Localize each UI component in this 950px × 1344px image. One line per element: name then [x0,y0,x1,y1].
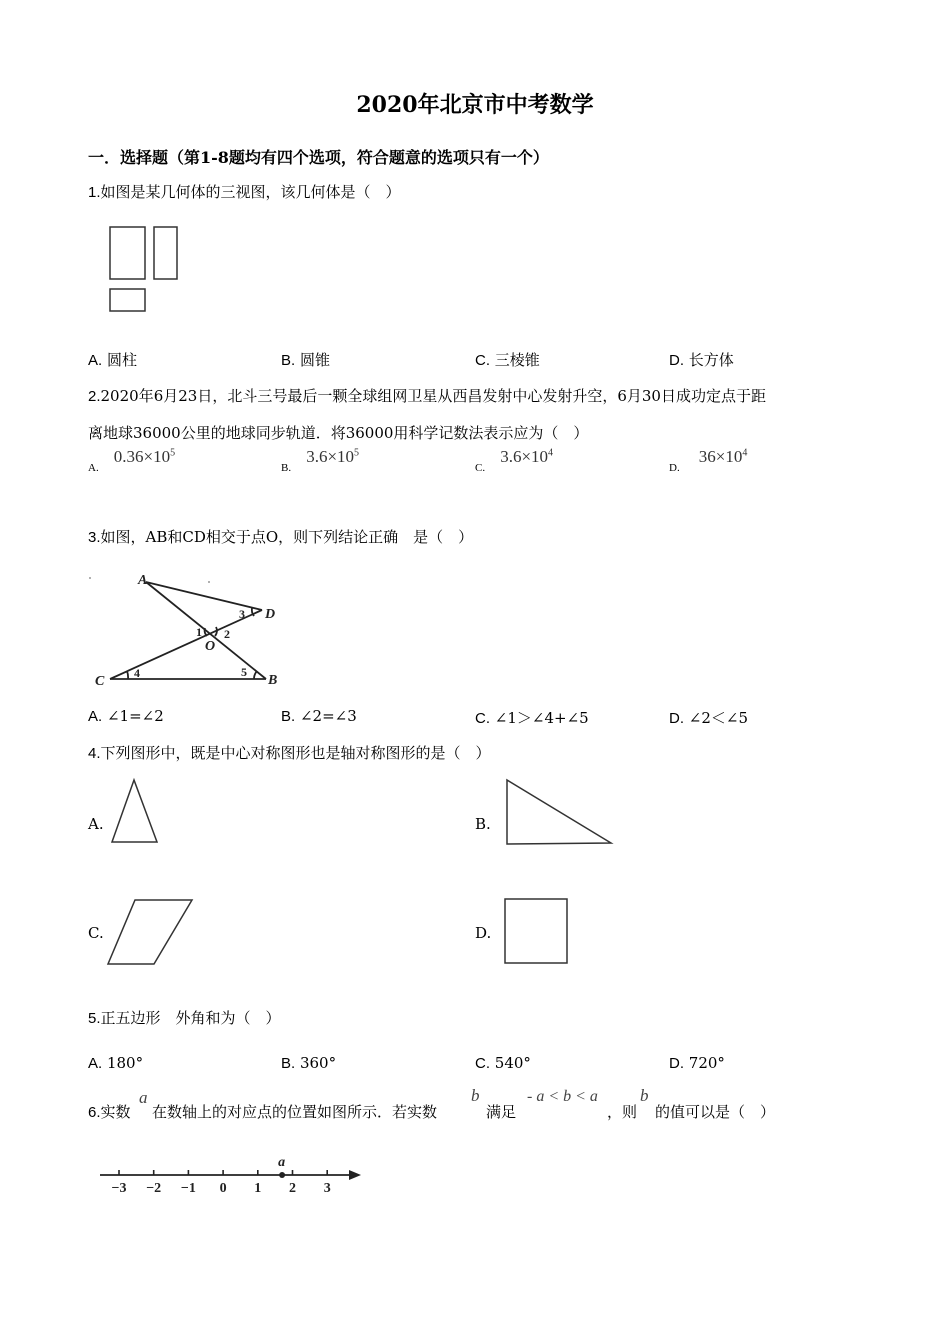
q1-option-c[interactable]: C. 三棱锥 [475,351,540,369]
label-b: B [268,673,278,688]
arc-3 [252,608,254,616]
question-5: 5.正五边形 外角和为（ ） [88,1009,281,1027]
q6-text-2: 在数轴上的对应点的位置如图所示．若实数 [152,1103,438,1121]
question-number: 6. [88,1104,101,1121]
q6-text-5: 的值可以是（ ） [655,1103,776,1121]
angle-label-4: 4 [134,666,140,680]
point-a-label: a [278,1155,286,1170]
side-view [154,227,177,279]
var-a: a [139,1088,148,1107]
q6-text-3: 满足 [486,1103,517,1121]
q3-option-b[interactable]: B. ∠2=∠3 [281,707,357,725]
axis-arrow [349,1170,361,1180]
question-number: 4. [88,745,101,762]
square [505,899,567,963]
top-view [110,289,145,311]
q5-option-a[interactable]: A. 180° [88,1054,144,1072]
axis-tick-label: 2 [289,1181,296,1196]
question-1 [88,181,401,202]
segment-ad [146,582,262,610]
q4-option-a[interactable]: A. [88,815,104,833]
question-4: 4.下列图形中，既是中心对称图形也是轴对称图形的是（ ） [88,744,491,762]
q5-option-b[interactable]: B. 360° [281,1054,337,1072]
parallelogram [108,900,192,964]
question-number: 5. [88,1010,101,1027]
arc-1 [205,628,207,636]
question-number: 1. [88,184,101,201]
question-number: 3. [88,529,101,546]
right-triangle [507,780,611,844]
q4-option-d[interactable]: D. [475,924,492,942]
q2-option-d[interactable]: D. $36\times 10^4$ [669,447,748,474]
q3-option-a[interactable]: A. ∠1=∠2 [88,707,164,725]
q3-option-c[interactable]: C. ∠1＞∠4+∠5 [475,709,589,727]
label-a: A [138,573,148,588]
question-number: 2. [88,388,101,405]
arc-2 [215,627,217,636]
section-heading: 一．选择题（第1-8题均有四个选项，符合题意的选项只有一个） [88,148,549,167]
page-title: 2020年北京市中考数学 [356,92,594,118]
angle-label-5: 5 [241,665,247,679]
label-c: C [95,674,105,689]
question-6: 6.实数 [88,1103,131,1121]
question-3: 3.如图，AB和CD相交于点O，则下列结论正确 是（ ） [88,528,474,546]
label-d: D [265,607,276,622]
label-o: O [205,639,216,654]
angle-label-2: 2 [224,627,230,641]
q2-option-b[interactable]: B. $3.6\times 10^5$ [281,447,360,474]
q1-option-d[interactable]: D. 长方体 [669,351,734,369]
segment-ab [146,582,266,679]
q3-option-d[interactable]: D. ∠2＜∠5 [669,709,749,727]
segment-cd [110,610,262,679]
arc-5 [254,671,257,679]
question-text: 如图是某几何体的三视图，该几何体是（ ） [100,183,401,201]
point-a [279,1172,285,1178]
axis-tick-label: −3 [111,1181,127,1196]
q4-option-b[interactable]: B. [475,815,491,833]
axis-tick-label: −1 [180,1181,196,1196]
front-view [110,227,145,279]
q2-option-a[interactable]: A. $0.36\times 10^5$ [88,447,176,474]
q6-text-4: ，则 [607,1103,638,1121]
q1-option-a[interactable]: A. 圆柱 [88,351,137,369]
q5-option-c[interactable]: C. 540° [475,1054,531,1072]
axis-tick-label: 1 [254,1181,262,1196]
var-b-2: b [640,1086,649,1105]
arc-4 [127,671,128,679]
question-2-line1: 2.2020年6月23日，北斗三号最后一颗全球组网卫星从西昌发射中心发射升空，6月30日成功定点于距 [88,387,766,405]
axis-tick-label: 3 [323,1181,331,1196]
isosceles-triangle [112,780,157,842]
inequality: - a < b < a [527,1088,598,1105]
axis-tick-label: −2 [146,1181,162,1196]
angle-label-1: 1 [196,625,202,639]
question-2-line2: 离地球36000公里的地球同步轨道．将36000用科学记数法表示应为（ ） [88,424,589,442]
q4-option-c[interactable]: C. [88,924,104,942]
var-b: b [471,1086,480,1105]
angle-label-3: 3 [239,607,245,621]
q1-option-b[interactable]: B. 圆锥 [281,351,330,369]
axis-tick-label: 0 [219,1181,227,1196]
q2-option-c[interactable]: C. $3.6\times 10^4$ [475,447,554,474]
q5-option-d[interactable]: D. 720° [669,1054,725,1072]
